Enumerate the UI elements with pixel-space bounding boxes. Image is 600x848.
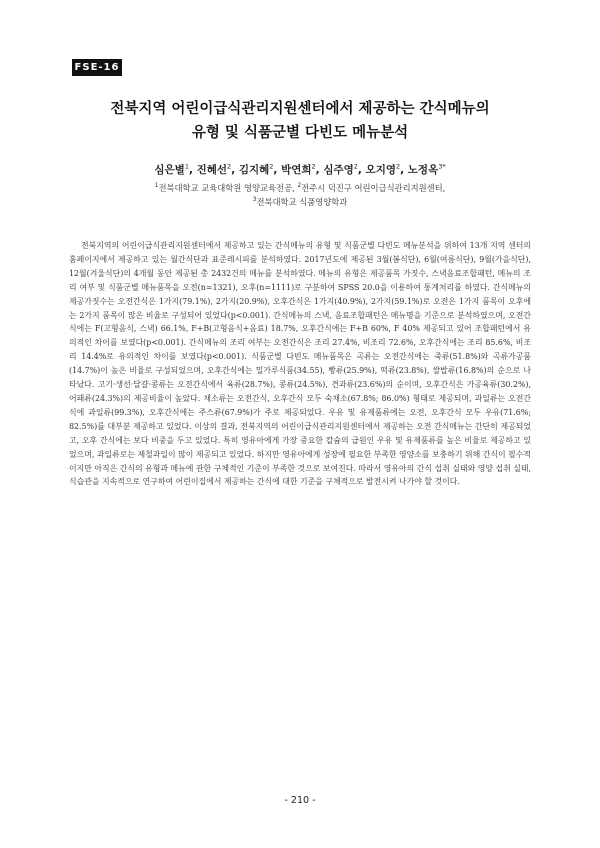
affiliation-text: 전북대학교 교육대학원 영양교육전공, [158, 183, 298, 193]
author-list: 심은별$^1$, 진혜선$^2$, 김지혜$^2$, 박연희$^2$, 심주영$^2$, 오지영$^2$, 노정옥$^{3*}$ [154, 162, 446, 176]
author-name: 박연희 [281, 164, 312, 176]
author-affiliation-mark: 1 [184, 162, 189, 171]
affiliation-mark: 1 [154, 182, 159, 190]
affiliation-mark: 2 [297, 182, 302, 190]
author-name: 노정옥 [407, 164, 439, 176]
author-name: 진혜선 [196, 164, 228, 176]
author-affiliation-mark: 2 [269, 162, 274, 171]
author-affiliation-mark: 3* [438, 162, 446, 171]
author-name: 오지영 [365, 164, 396, 176]
author-name: 김지혜 [238, 164, 270, 176]
paper-title-line-1: 전북지역 어린이급식관리지원센터에서 제공하는 간식메뉴의 [110, 101, 490, 117]
author-affiliation-mark: 2 [227, 162, 232, 171]
affiliation-mark: 3 [252, 196, 257, 204]
abstract [69, 239, 531, 489]
affiliation-text: 전주시 덕진구 어린이급식관리지원센터, [301, 183, 446, 193]
author-affiliation-mark: 2 [353, 162, 358, 171]
author-name: 심은별 [154, 164, 185, 176]
affiliation-line-1 [60, 182, 540, 194]
session-badge: FSE-16 [72, 59, 122, 76]
author-name: 심주영 [323, 164, 354, 176]
paper-title-line-2: 유형 및 식품군별 다빈도 메뉴분석 [191, 125, 409, 141]
author-affiliation-mark: 2 [395, 162, 401, 171]
abstract-text: 전북지역의 어린이급식관리지원센터에서 제공하고 있는 간식메뉴의 유형 및 식품군별 다빈도 메뉴분석을 위하여 13개 지역 센터의 홈페이지에서 제공하고 있는 월간식단과 표준레시피를 분석하였다. 2017년도에 제공된 3월(봄식단), 6월(여름식단), 9월(가을식단), 12월(겨울식단)의 4개월 동안 제공된 총 2432건의 메뉴를 분석하였다. 메뉴의 유형은 제공품목 가짓수, 스낵음료조합패턴, 메뉴의 조리 여부 및 식품군별 메뉴품목을 오전(n=1321), 오후(n=1111)로 구분하여 SPSS 20.0을 이용하여 통계처리를 하였다. 간식메뉴의 제공가짓수는 오전간식은 1가지(79.1%), 2가지(20.9%), 오후간식은 1가지(40.9%), 2가지(59.1%)로 오전은 1가지 품목이 오후에는 2가지 품목이 많은 비율로 구성되어 있었다(p<0.001). 간식메뉴의 스낵, 음료조합패턴은 메뉴명을 기준으로 분석하였으며, 오전간식에는 F(고형음식, 스낵) 66.1%, F+B(고형음식+음료) 18.7%, 오후간식에는 F+B 60%, F 40% 제공되고 있어 조합패턴에서 유의적인 차이를 보였다(p<0.001). 간식메뉴의 조리 여부는 오전간식은 조리 27.4%, 비조리 72.6%, 오후간식에는 조리 85.6%, 비조리 14.4%로 유의적인 차이를 보였다(p<0.001). 식품군별 다빈도 메뉴품목은 곡류는 오전간식에는 죽류(51.8%)와 곡류가공품(14.7%)이 높은 비율로 구성되었으며, 오후간식에는 밀가루식품(34.55), 빵류(25.9%), 떡류(23.8%), 쌀밥류(16.8%)의 순으로 나타났다. 고기·생선·달걀·콩류는 오전간식에서 육류(28.7%), 콩류(24.5%), 견과류(23.6%)의 순이며, 오후간식은 가공육류(30.2%), 어패류(24.3%)의 제공비율이 높았다. 채소류는 오전간식, 오후간식 모두 숙채소(67.8%; 86.0%) 형태로 제공되며, 과일류는 오전간식에 과일류(99.3%), 오후간식에는 주스류(67.9%)가 주로 제공되었다. 우유 및 유제품류에는 오전, 오후간식 모두 우유(71.6%; 82.5%)를 대부분 제공하고 있었다. 이상의 결과, 전북지역의 어린이급식관리지원센터에서 제공하는 오전 간식메뉴는 간단히 제공되었고, 오후 간식에는 보다 비중을 두고 있었다. 특히 영유아에게 가장 중요한 칼슘의 급원인 우유 및 유제품류를 높은 비율로 제공하고 있었으며, 과일류로는 제철과일이 많이 제공되고 있었다. 하지만 영유아에게 성장에 필요한 부족한 영양소를 보충하기 위해 간식이 필수적이지만 아직은 간식의 유형과 메뉴에 관한 구체적인 기준이 부족한 것으로 보여진다. 따라서 영유아의 간식 섭취 실태와 영양 섭취 실태, 식습관을 지속적으로 연구하여 어린이집에서 제공하는 간식에 대한 기준을 구체적으로 발전시켜 나가야 할 것이다. [69, 241, 531, 487]
affiliation-line-2 [60, 196, 540, 208]
author-affiliation-mark: 2 [311, 162, 316, 171]
affiliation-text: 전북대학교 식품영양학과 [256, 197, 348, 207]
page-number: - 210 - [284, 795, 316, 806]
